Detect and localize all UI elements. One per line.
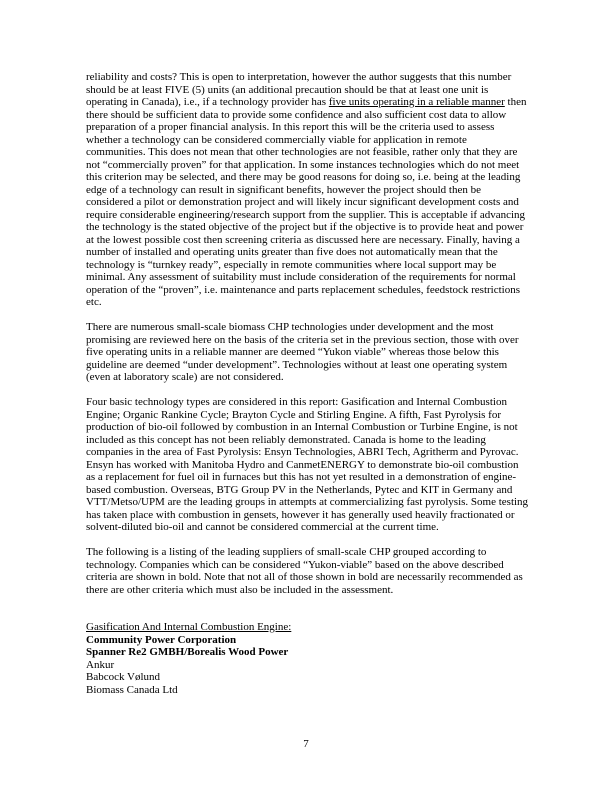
supplier-name-babcock: Babcock Vølund [86, 671, 161, 683]
paragraph-text-after-underline: then there should be sufficient data to provide some confidence and also sufficient cost data to allow preparation of a proper financial analysis. In this report this will be the criteria used to assess whether a technology can be considered commercially viable for application in remote communities. This does not mean that other technologies are not feasible, rather only that they are not “commercially proven” for that application. In some instances technologies which do not meet this criterion may be selected, and there may be good reasons for doing so, i.e. being at the leading edge of a technology can result in significant benefits, however the project should then be considered a pilot or demonstration project and will likely incur significant development costs and require considerable engineering/research support from the supplier. This is acceptable if advancing the technology is the stated objective of the project but if the objective is to provide heat and power at the lowest possible cost then screening criteria as discussed here are necessary. Finally, having a number of installed and operating units greater than five does not automatically mean that the technology is “turnkey ready”, especially in remote communities where local support may be minimal. Any assessment of suitability must include consideration of the requirements for normal operation of the “proven”, i.e. maintenance and parts replacement schedules, feedstock restrictions etc. [86, 96, 527, 308]
supplier-name-ankur: Ankur [86, 658, 115, 671]
paragraph-technology-types: Four basic technology types are considered in this report: Gasification and Internal Combustion Engine; Organic Rankine Cycle; Brayton Cycle and Stirling Engine. A fifth, Fast Pyrolysis for production of bio-oil followed by combustion in an Internal Combustion or Turbine Engine, is not included as this concept has not been reliably demonstrated. Canada is home to the leading companies in the area of Fast Pyrolysis: Ensyn Technologies, ABRI Tech, Agritherm and Pyrovac. Ensyn has worked with Manitoba Hydro and CanmetENERGY to demonstrate bio-oil combustion as a replacement for fuel oil in furnaces but this has not yet resulted in a demonstration of engine-based combustion. Overseas, BTG Group PV in the Netherlands, Pytec and KIT in Germany and VTT/Metso/UPM are the leading groups in attempts at commercializing fast pyrolysis. Some testing has taken place with combustion in gensets, however it has generally used heavily fractionated or solvent-diluted bio-oil and cannot be considered commercial at the current time. [86, 396, 529, 533]
paragraph-screening-criteria [86, 71, 529, 309]
page-number: 7 [303, 738, 309, 750]
document-body [86, 71, 529, 696]
paragraph-chp-technologies-review: There are numerous small-scale biomass CHP technologies under development and the most promising are reviewed here on the basis of the criteria set in the previous section, those with over five operating units in a reliable manner are deemed “Yukon viable” whereas those below this guideline are deemed “under development”. Technologies without at least one operating system (even at laboratory scale) are not considered. [86, 321, 519, 383]
underlined-phrase: five units operating in a reliable manner [328, 96, 505, 108]
supplier-name-spanner: Spanner Re2 GMBH/Borealis Wood Power [86, 646, 289, 658]
section-heading-gasification: Gasification And Internal Combustion Engine: [86, 621, 292, 633]
paragraph-text-before-underline: reliability and costs? This is open to interpretation, however the author suggests that this number should be at least FIVE (5) units (an additional precaution should be that at least one unit is operating in Canada), i.e., if a technology provider has [86, 71, 512, 108]
supplier-name-biomass-canada: Biomass Canada Ltd [86, 683, 178, 696]
paragraph-supplier-listing-intro: The following is a listing of the leading suppliers of small-scale CHP grouped according to technology. Companies which can be considered “Yukon-viable” based on the above described criteria are shown in bold. Note that not all of those shown in bold are necessarily recommended as there are other criteria which must also be included in the assessment. [86, 546, 523, 596]
supplier-name-community-power: Community Power Corporation [86, 633, 237, 646]
